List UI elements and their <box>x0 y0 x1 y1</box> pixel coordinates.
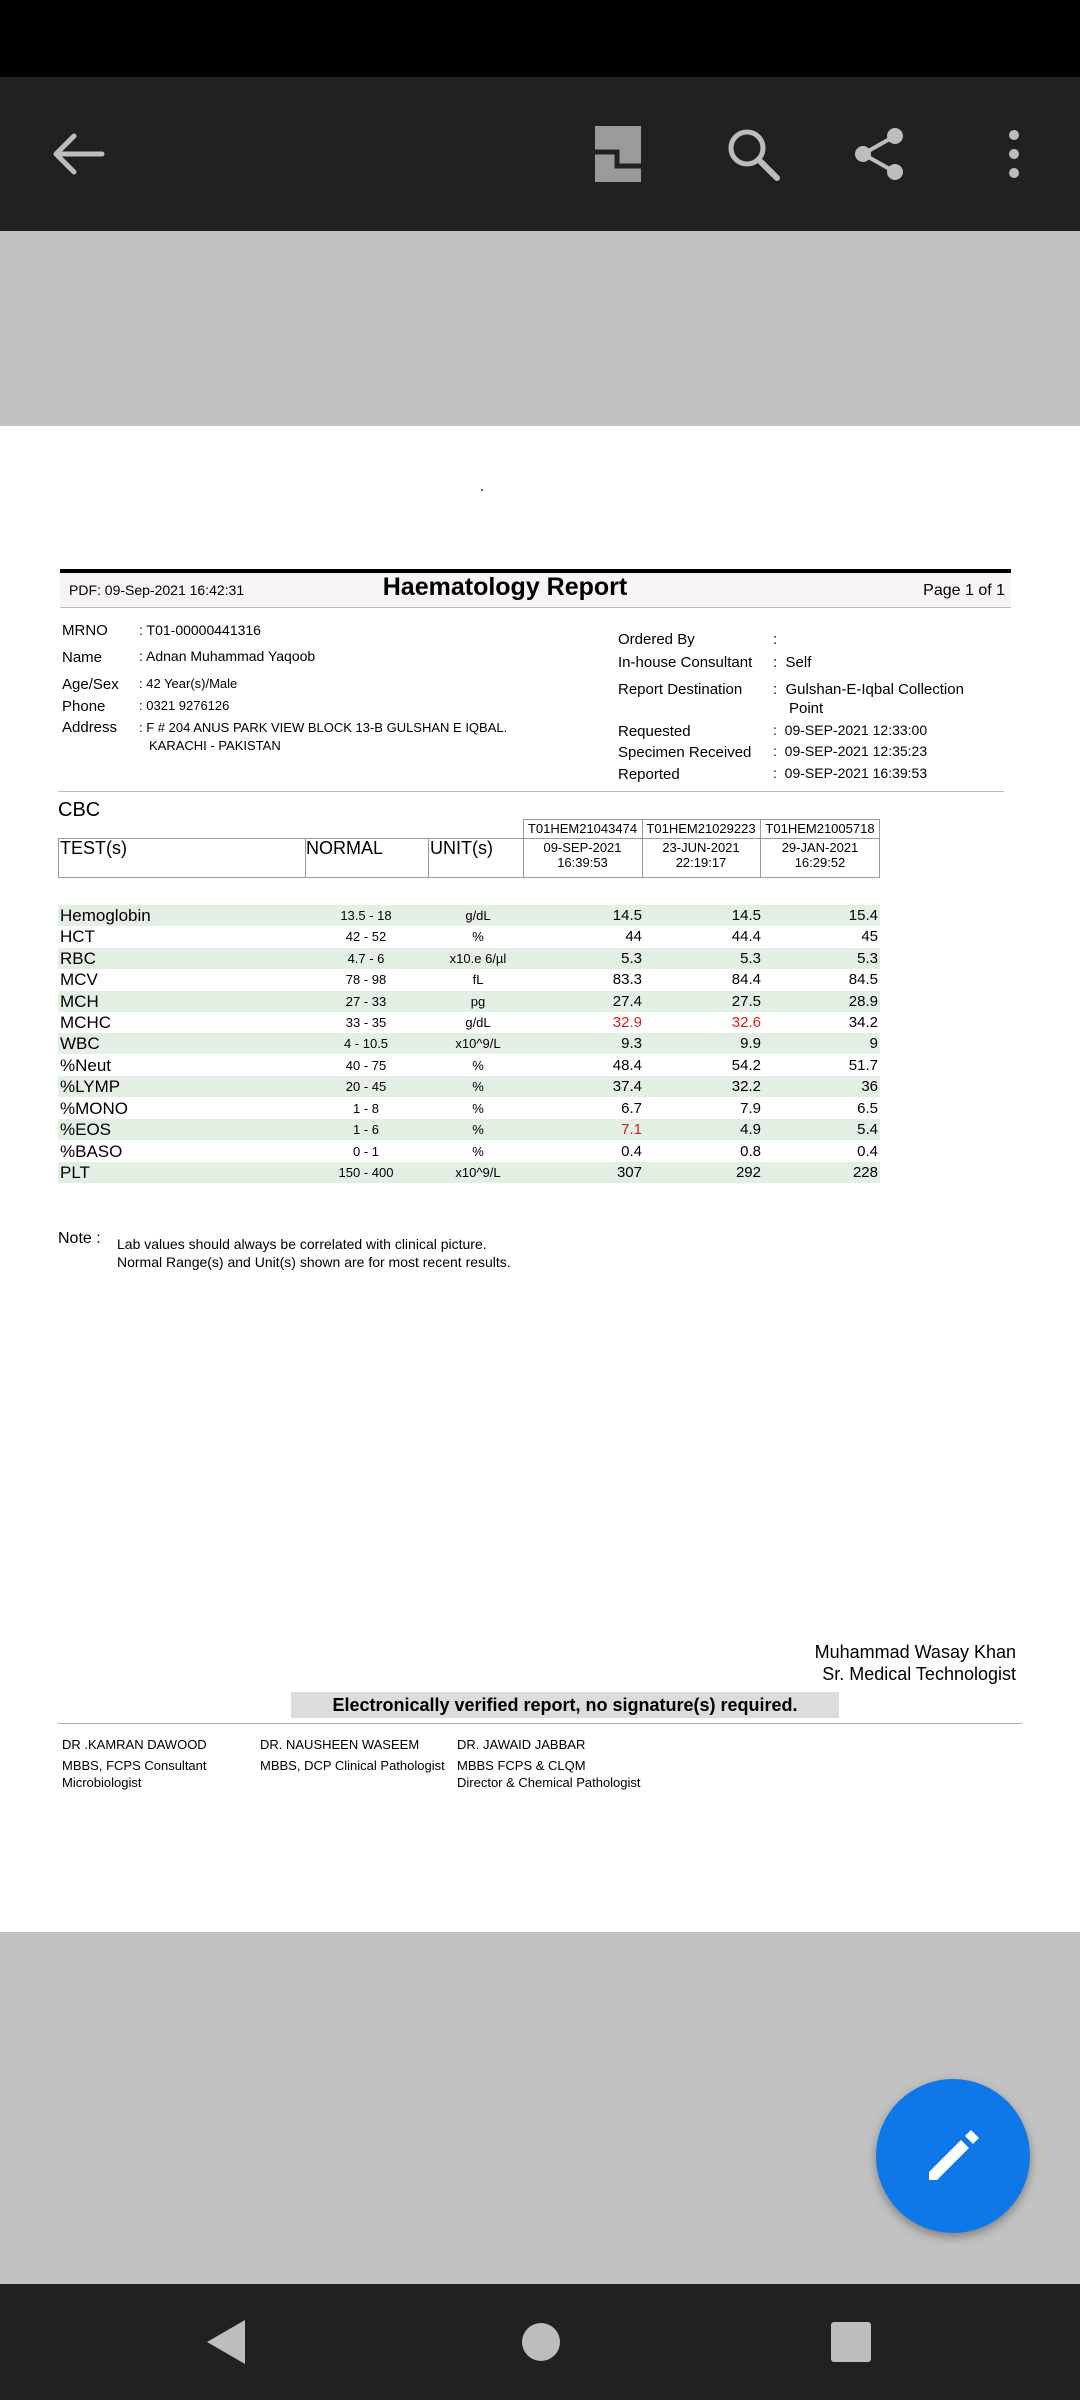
nav-back-icon[interactable] <box>180 2284 270 2400</box>
mrno-label: MRNO <box>62 622 108 639</box>
arrow-left-icon[interactable] <box>38 77 118 231</box>
ordered-by-label: Ordered By <box>618 631 695 648</box>
doctor-3-qualification: MBBS FCPS & CLQM Director & Chemical Pathologist <box>457 1758 641 1790</box>
table-row: MCV 78 - 98 fL 83.3 84.4 84.5 <box>60 970 878 989</box>
requested-label: Requested <box>618 723 691 740</box>
nav-home-icon[interactable] <box>496 2284 586 2400</box>
nav-recents-icon[interactable] <box>806 2284 896 2400</box>
name-value: : Adnan Muhammad Yaqoob <box>139 648 316 664</box>
phone-value: : 0321 9276126 <box>139 698 230 713</box>
header-normal: NORMAL <box>306 838 384 858</box>
doctor-1-qualification: MBBS, FCPS Consultant Microbiologist <box>62 1758 207 1790</box>
agesex-label: Age/Sex <box>62 676 119 693</box>
table-row: %Neut 40 - 75 % 48.4 54.2 51.7 <box>60 1056 878 1075</box>
consultant-value: : Self <box>773 654 812 671</box>
page-number: Page 1 of 1 <box>923 582 1005 599</box>
pdf-page <box>0 426 1080 1932</box>
verified-banner: Electronically verified report, no signature(s) required. <box>291 1692 839 1718</box>
doctor-2-name: DR. NAUSHEEN WASEEM <box>260 1737 420 1752</box>
abnormal-value: 32.6 <box>731 1014 761 1031</box>
signer-title: Sr. Medical Technologist <box>822 1664 1016 1684</box>
note-label: Note : <box>58 1230 101 1247</box>
search-icon[interactable] <box>713 77 793 231</box>
header-sep-2 <box>428 838 429 878</box>
table-row: WBC 4 - 10.5 x10^9/L 9.3 9.9 9 <box>60 1034 878 1053</box>
destination-value: : Gulshan-E-Iqbal Collection <box>773 681 964 698</box>
abnormal-value: 7.1 <box>621 1121 642 1138</box>
mrno-value: : T01-00000441316 <box>139 622 261 638</box>
col3-accession: T01HEM21005718 <box>765 821 875 836</box>
header-test: TEST(s) <box>60 838 127 858</box>
footer-divider <box>58 1723 1022 1724</box>
col3-date: 29-JAN-2021 16:29:52 <box>781 840 859 870</box>
status-bar <box>0 0 1080 77</box>
section-divider <box>58 791 1004 792</box>
col1-accession: T01HEM21043474 <box>527 821 638 836</box>
agesex-value: : 42 Year(s)/Male <box>139 676 238 691</box>
reported-value: : 09-SEP-2021 16:39:53 <box>773 765 928 781</box>
top-toolbar <box>0 77 1080 231</box>
table-row: %EOS 1 - 6 % 7.1 4.9 5.4 <box>60 1120 878 1139</box>
table-row: HCT 42 - 52 % 44 44.4 45 <box>60 927 878 946</box>
destination-value-line2: Point <box>789 700 824 717</box>
table-row: MCHC 33 - 35 g/dL 32.9 32.6 34.2 <box>60 1013 878 1032</box>
more-vert-icon[interactable] <box>974 77 1054 231</box>
doctor-3-name: DR. JAWAID JABBAR <box>457 1737 586 1752</box>
phone-label: Phone <box>62 698 106 715</box>
header-unit: UNIT(s) <box>430 838 493 858</box>
address-value-line2: KARACHI - PAKISTAN <box>149 738 281 753</box>
specimen-label: Specimen Received <box>618 744 752 761</box>
specimen-value: : 09-SEP-2021 12:35:23 <box>773 743 928 759</box>
report-title: Haematology Report <box>382 573 628 601</box>
report-header <box>60 573 1011 608</box>
signer-name: Muhammad Wasay Khan <box>814 1642 1016 1662</box>
table-row: %LYMP 20 - 45 % 37.4 32.2 36 <box>60 1077 878 1096</box>
table-row: %BASO 0 - 1 % 0.4 0.8 0.4 <box>60 1142 878 1161</box>
table-row: PLT 150 - 400 x10^9/L 307 292 228 <box>60 1163 878 1182</box>
ordered-by-colon: : <box>773 631 778 648</box>
doctor-1-name: DR .KAMRAN DAWOOD <box>62 1737 207 1752</box>
col1-date: 09-SEP-2021 16:39:53 <box>543 840 622 870</box>
system-nav-bar <box>0 2284 1080 2400</box>
address-label: Address <box>62 719 118 736</box>
edit-pencil-icon <box>921 2124 985 2188</box>
name-label: Name <box>62 649 103 666</box>
share-icon[interactable] <box>839 77 919 231</box>
abnormal-value: 32.9 <box>612 1014 642 1031</box>
pdf-date: PDF: 09-Sep-2021 16:42:31 <box>69 582 245 598</box>
edit-fab-button[interactable] <box>876 2079 1030 2233</box>
col2-date: 23-JUN-2021 22:19:17 <box>662 840 740 870</box>
table-row: MCH 27 - 33 pg 27.4 27.5 28.9 <box>60 992 878 1011</box>
table-row: %MONO 1 - 8 % 6.7 7.9 6.5 <box>60 1099 878 1118</box>
destination-label: Report Destination <box>618 681 743 698</box>
reading-mode-icon[interactable] <box>578 77 658 231</box>
address-value: : F # 204 ANUS PARK VIEW BLOCK 13-B GULSHAN E IQBAL. <box>139 720 508 735</box>
table-row: RBC 4.7 - 6 x10.e 6/µl 5.3 5.3 5.3 <box>60 949 878 968</box>
table-row: Hemoglobin 13.5 - 18 g/dL 14.5 14.5 15.4 <box>60 906 878 925</box>
page-dot <box>481 489 483 491</box>
reported-label: Reported <box>618 766 680 783</box>
col2-accession: T01HEM21029223 <box>646 821 756 836</box>
consultant-label: In-house Consultant <box>618 654 753 671</box>
note-text: Lab values should always be correlated with clinical picture. Normal Range(s) and Unit(s) shown are for most recent results. <box>117 1236 511 1270</box>
section-title: CBC <box>58 799 101 821</box>
doctor-2-qualification: MBBS, DCP Clinical Pathologist <box>260 1758 445 1773</box>
requested-value: : 09-SEP-2021 12:33:00 <box>773 722 928 738</box>
